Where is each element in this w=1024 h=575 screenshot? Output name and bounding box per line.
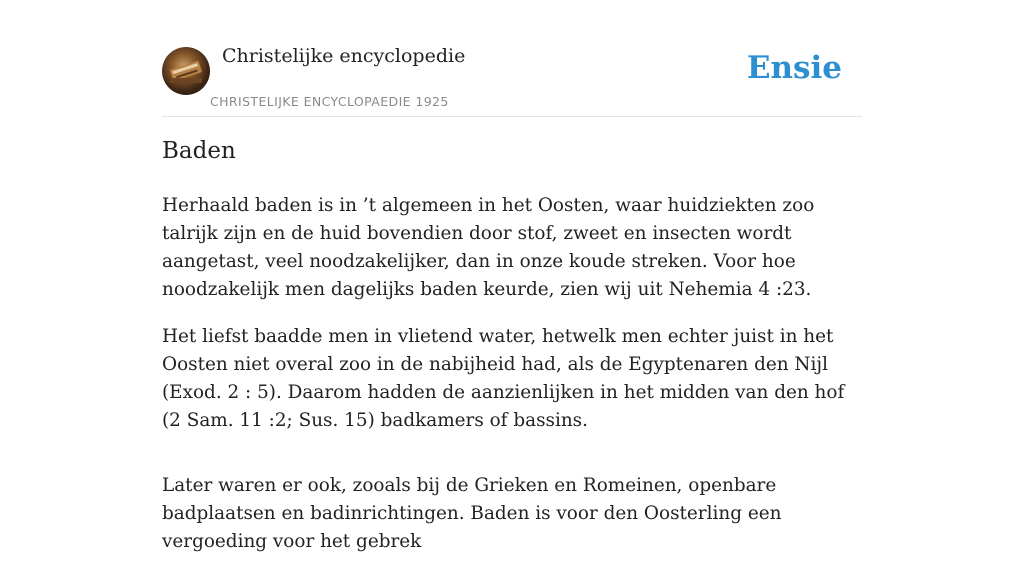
article-paragraph: Herhaald baden is in ’t algemeen in het Oosten, waar huidziekten zoo talrijk zijn en de huid bovendien door stof, zweet en insecten wordt aangetast, veel noodzakelijker, dan in onze koude streken. Voor hoe noodzakelijk men dagelijks baden keurde, zien wij uit Nehemia 4 :23. [162,195,815,300]
encyclopedia-avatar[interactable] [162,47,210,95]
encyclopedia-subtitle: CHRISTELIJKE ENCYCLOPAEDIE 1925 [210,94,449,109]
article-title: Baden [162,138,236,164]
article-paragraph: Later waren er ook, zooals bij de Grieken en Romeinen, openbare badplaatsen en badinrichtingen. Baden is voor den Oosterling een vergoeding voor het gebrek [162,475,782,552]
book-image-icon [162,47,210,95]
article-body [162,192,862,575]
ensie-logo-link[interactable]: Ensie [746,50,842,86]
article-paragraph: Het liefst baadde men in vlietend water, hetwelk men echter juist in het Oosten niet overal zoo in de nabijheid had, als de Egyptenaren den Nijl (Exod. 2 : 5). Daarom hadden de aanzienlijken in het midden van den hof (2 Sam. 11 :2; Sus. 15) badkamers of bassins. [162,326,845,431]
site-header [162,0,862,117]
site-name[interactable]: Christelijke encyclopedie [222,45,466,67]
